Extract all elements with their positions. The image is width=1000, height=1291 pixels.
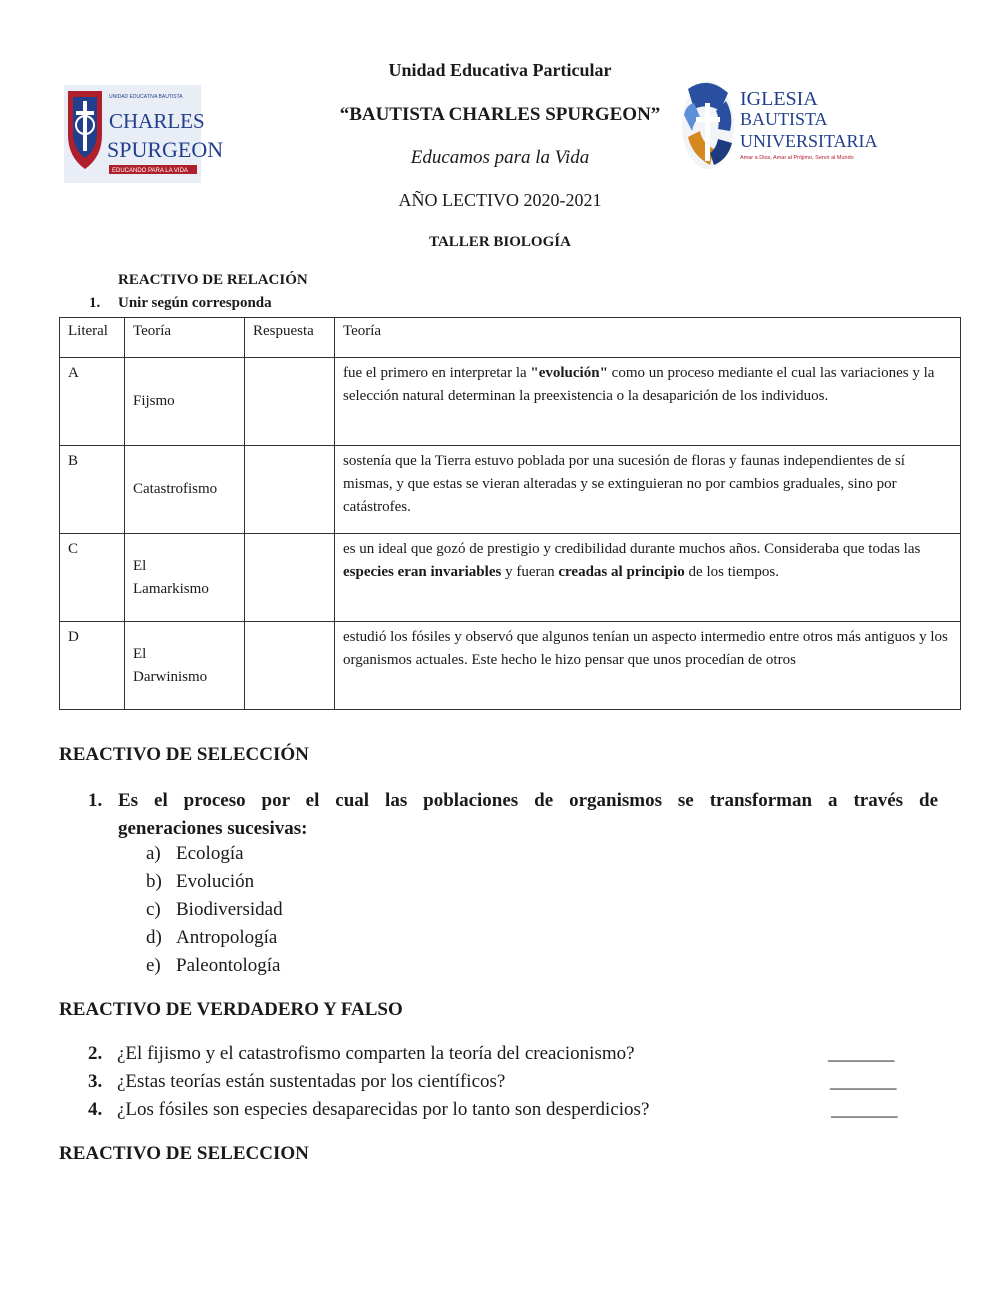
relation-table (59, 317, 961, 710)
seleccion-question-number: 1. (88, 790, 103, 811)
row-theory: Catastrofismo (125, 446, 245, 534)
svg-text:UNIDAD EDUCATIVA BAUTISTA: UNIDAD EDUCATIVA BAUTISTA (109, 94, 183, 100)
vf-question-number: 4. (88, 1099, 103, 1120)
header-teoria-desc: Teoría (335, 318, 961, 358)
row-theory: Fijsmo (125, 358, 245, 446)
svg-text:SPURGEON: SPURGEON (107, 137, 224, 162)
school-year: AÑO LECTIVO 2020-2021 (398, 190, 602, 210)
vf-question-number: 2. (88, 1043, 103, 1064)
table-row (60, 446, 961, 534)
seleccion2-title: REACTIVO DE SELECCION (59, 1143, 309, 1164)
option-letter: d) (146, 927, 162, 948)
row-literal: A (60, 358, 125, 446)
svg-text:UNIVERSITARIA: UNIVERSITARIA (740, 131, 878, 151)
option-letter: e) (146, 955, 161, 976)
vf-question-text: ¿Los fósiles son especies desaparecidas por lo tanto son desperdicios? (117, 1099, 650, 1120)
row-literal: C (60, 534, 125, 622)
seleccion-question-line1: Es el proceso por el cual las poblaciones de organismos se transforman a través de (118, 790, 938, 811)
church-logo (680, 75, 878, 177)
option-text[interactable]: Paleontología (176, 955, 281, 976)
cross-icon (705, 103, 710, 161)
row-literal: B (60, 446, 125, 534)
option-letter: a) (146, 843, 161, 864)
answer-blank[interactable]: _______ (828, 1043, 895, 1064)
row-theory: El Darwinismo (125, 622, 245, 710)
header-teoria: Teoría (125, 318, 245, 358)
row-description: fue el primero en interpretar la "evolución" como un proceso mediante el cual las variaciones y la selección natural determinan la preexistencia o la desaparición de los individuos. (335, 358, 961, 446)
option-letter: b) (146, 871, 162, 892)
table-row (60, 358, 961, 446)
row-description: estudió los fósiles y observó que algunos tenían un aspecto intermedio entre otros más antiguos y los organismos actuales. Este hecho le hizo pensar que unos procedían de otros (335, 622, 961, 710)
vf-question-number: 3. (88, 1071, 103, 1092)
row-description: es un ideal que gozó de prestigio y credibilidad durante muchos años. Consideraba que todas las especies eran invariables y fueran creadas al principio de los tiempos. (335, 534, 961, 622)
vf-title: REACTIVO DE VERDADERO Y FALSO (59, 999, 403, 1020)
relacion-instruction-number: 1. (89, 295, 101, 311)
school-logo (64, 85, 224, 183)
school-name: “BAUTISTA CHARLES SPURGEON” (339, 104, 661, 125)
answer-cell[interactable] (245, 358, 335, 446)
option-letter: c) (146, 899, 161, 920)
seleccion-question-line2: generaciones sucesivas: (118, 818, 308, 839)
svg-text:BAUTISTA: BAUTISTA (740, 109, 828, 129)
vf-question-text: ¿El fijismo y el catastrofismo comparten la teoría del creacionismo? (117, 1043, 635, 1064)
row-literal: D (60, 622, 125, 710)
table-row (60, 622, 961, 710)
answer-cell[interactable] (245, 622, 335, 710)
worksheet-title: TALLER BIOLOGÍA (429, 234, 571, 250)
svg-text:EDUCANDO PARA LA VIDA: EDUCANDO PARA LA VIDA (112, 168, 188, 174)
svg-text:Amar a Dios, Amar al Prójimo,: Amar a Dios, Amar al Prójimo, Servir al Mundo (740, 155, 854, 161)
header-literal: Literal (60, 318, 125, 358)
school-type: Unidad Educativa Particular (388, 60, 612, 80)
school-motto: Educamos para la Vida (410, 147, 590, 168)
option-text[interactable]: Antropología (176, 927, 278, 948)
row-theory: El Lamarkismo (125, 534, 245, 622)
svg-text:CHARLES: CHARLES (109, 109, 205, 133)
table-header-row (60, 318, 961, 358)
option-text[interactable]: Ecología (176, 843, 244, 864)
relacion-title: REACTIVO DE RELACIÓN (118, 272, 308, 288)
svg-text:IGLESIA: IGLESIA (740, 88, 818, 110)
answer-blank[interactable]: _______ (830, 1071, 897, 1092)
vf-question-text: ¿Estas teorías están sustentadas por los científicos? (117, 1071, 506, 1092)
option-text[interactable]: Evolución (176, 871, 255, 892)
answer-blank[interactable]: _______ (831, 1099, 898, 1120)
option-text[interactable]: Biodiversidad (176, 899, 283, 920)
row-description: sostenía que la Tierra estuvo poblada por una sucesión de floras y faunas independientes de sí mismas, y que estas se vieran alteradas y se extinguieran no por cambios graduales, sino por catástrofes. (335, 446, 961, 534)
answer-cell[interactable] (245, 446, 335, 534)
seleccion-title: REACTIVO DE SELECCIÓN (59, 744, 309, 765)
relacion-instruction: Unir según corresponda (118, 295, 272, 311)
header-respuesta: Respuesta (245, 318, 335, 358)
table-row (60, 534, 961, 622)
answer-cell[interactable] (245, 534, 335, 622)
